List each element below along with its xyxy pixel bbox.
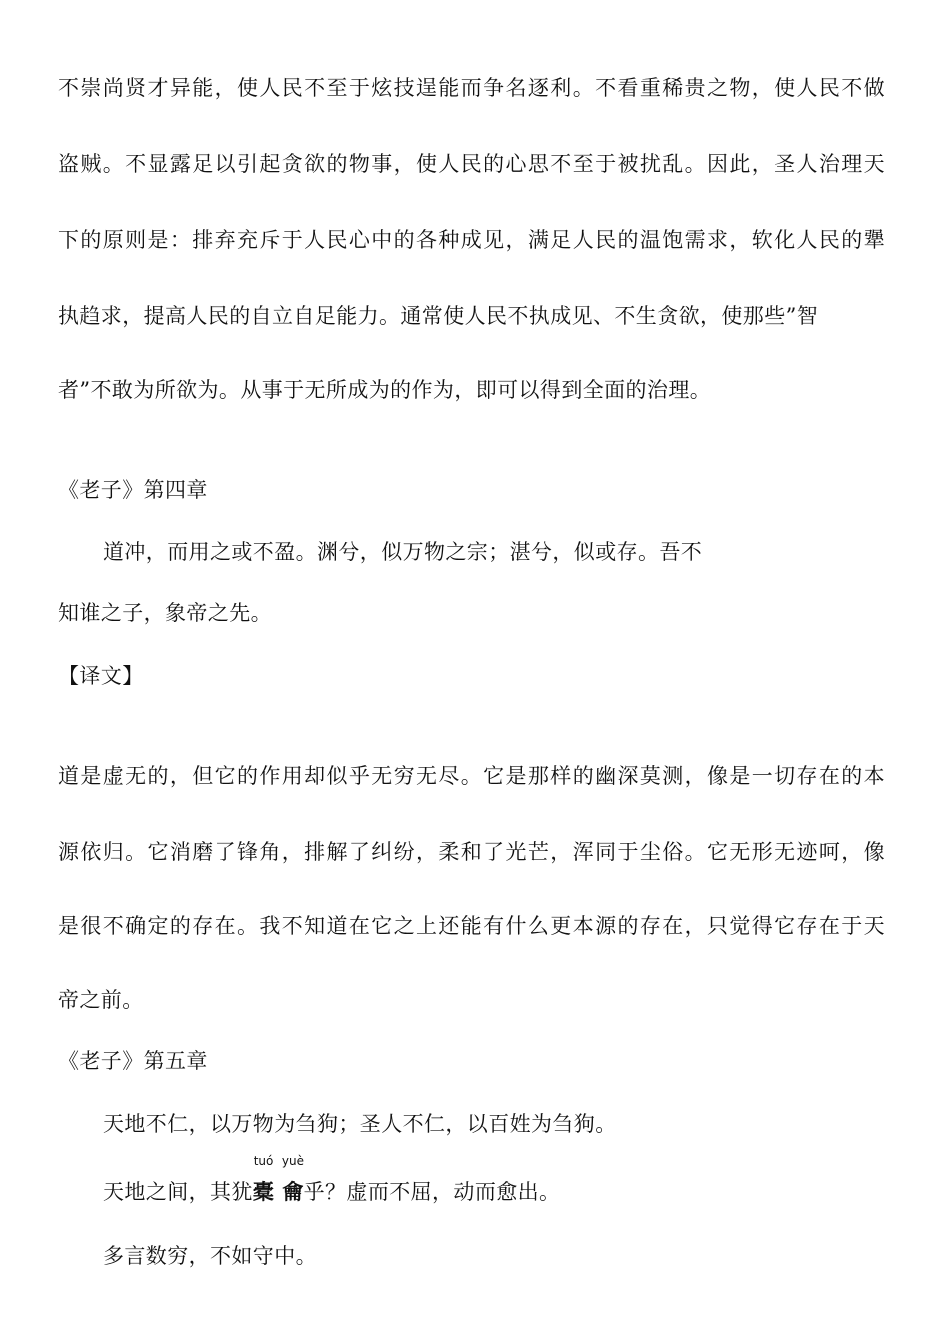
original-text-line: 多言数穷，不如守中。 xyxy=(103,1244,317,1268)
ruby-character xyxy=(252,1154,275,1206)
translation-line: 源依归。它消磨了锋角，排解了纠纷，柔和了光芒，浑同于尘俗。它无形无迹呵，像 xyxy=(58,840,885,864)
translation-line: 道是虚无的，但它的作用却似乎无穷无尽。它是那样的幽深莫测，像是一切存在的本 xyxy=(58,764,885,788)
ruby-base: 龠 xyxy=(282,1179,304,1204)
translation-line: 帝之前。 xyxy=(58,988,144,1012)
paragraph-line: 者”不敢为所欲为。从事于无所成为的作为，即可以得到全面的治理。 xyxy=(58,378,712,402)
paragraph-line: 执趋求，提高人民的自立自足能力。通常使人民不执成见、不生贪欲，使那些”智 xyxy=(58,304,819,328)
original-text-line: 天地不仁，以万物为刍狗；圣人不仁，以百姓为刍狗。 xyxy=(103,1112,617,1136)
text-segment: 天地之间，其犹 xyxy=(103,1180,253,1204)
paragraph-line: 盗贼。不显露足以引起贪欲的物事，使人民的心思不至于被扰乱。因此，圣人治理天 xyxy=(58,152,885,176)
pinyin-annotation: yuè xyxy=(281,1154,304,1168)
text-segment: 乎？虚而不屈，动而愈出。 xyxy=(303,1180,561,1204)
translation-line: 是很不确定的存在。我不知道在它之上还能有什么更本源的存在，只觉得它存在于天 xyxy=(58,914,885,938)
paragraph-line: 不崇尚贤才异能，使人民不至于炫技逞能而争名逐利。不看重稀贵之物，使人民不做 xyxy=(58,76,885,100)
paragraph-line: 下的原则是：排弃充斥于人民心中的各种成见，满足人民的温饱需求，软化人民的犟 xyxy=(58,228,885,252)
original-text-line-with-ruby xyxy=(103,1154,561,1206)
original-text-line: 知谁之子，象帝之先。 xyxy=(58,601,272,625)
ruby-character xyxy=(281,1154,304,1206)
chapter-title: 《老子》第五章 xyxy=(58,1049,208,1073)
chapter-title: 《老子》第四章 xyxy=(58,478,208,502)
ruby-base: 橐 xyxy=(252,1179,275,1204)
translation-label: 【译文】 xyxy=(58,664,144,688)
original-text-line: 道冲，而用之或不盈。渊兮，似万物之宗；湛兮，似或存。吾不 xyxy=(103,540,703,564)
pinyin-annotation: tuó xyxy=(253,1154,274,1168)
